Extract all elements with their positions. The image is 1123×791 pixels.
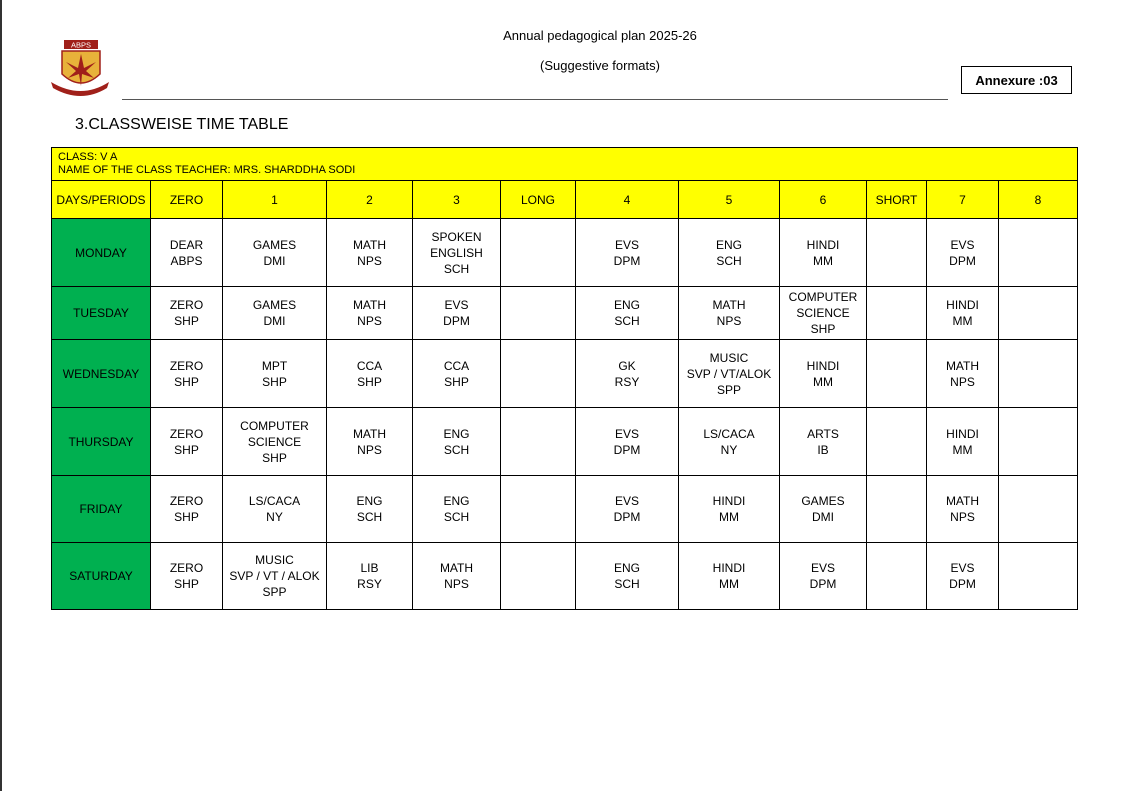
cell-line: ZERO [169, 494, 204, 508]
header-row [52, 181, 1078, 219]
day-cell: FRIDAY [52, 476, 151, 543]
cell-line: LS/CACA [248, 494, 301, 508]
cell-line: SCH [614, 577, 640, 591]
period-cell [576, 408, 679, 476]
period-cell [327, 340, 413, 408]
cell-line: RSY [357, 577, 382, 591]
day-cell: SATURDAY [52, 543, 151, 610]
cell-line: SHP [174, 374, 199, 389]
cell-line: MATH [945, 358, 980, 373]
cell-line: ENG [613, 561, 640, 575]
period-cell [867, 408, 927, 476]
cell-line: EVS [614, 494, 639, 508]
cell-line: MATH [352, 426, 387, 441]
cell-line: SPP [716, 382, 741, 397]
cell-line: SHP [174, 314, 199, 328]
period-cell [679, 476, 780, 543]
cell-line: ENG [715, 237, 742, 252]
cell-line: SHP [174, 442, 199, 457]
period-cell [223, 287, 327, 340]
cell-line: DPM [613, 442, 641, 457]
cell-line: MUSIC [255, 553, 294, 567]
day-cell: MONDAY [52, 219, 151, 287]
logo-text: ABPS [70, 40, 92, 50]
period-cell [999, 219, 1078, 287]
day-cell: WEDNESDAY [52, 340, 151, 408]
cell-line: CCA [356, 358, 383, 373]
period-cell [413, 476, 501, 543]
period-cell [413, 408, 501, 476]
cell-line: EVS [950, 237, 975, 252]
period-cell [327, 476, 413, 543]
class-info [52, 148, 1078, 181]
cell-line: SCH [443, 442, 470, 457]
period-cell [927, 408, 999, 476]
cell-line: MM [952, 442, 973, 457]
period-cell [679, 219, 780, 287]
header-rule [122, 99, 948, 100]
cell-line: SCIENCE [247, 434, 302, 449]
period-cell [867, 287, 927, 340]
cell-line: IB [817, 442, 829, 457]
period-cell [927, 543, 999, 610]
cell-line: ENG [443, 426, 470, 441]
cell-line: ZERO [169, 358, 204, 373]
cell-line: DPM [443, 314, 470, 328]
cell-line: COMPUTER [788, 290, 858, 304]
period-cell [501, 408, 576, 476]
cell-line: MPT [261, 358, 288, 373]
cell-line: MUSIC [709, 350, 749, 365]
cell-line: SVP / VT/ALOK [686, 366, 772, 381]
period-cell [151, 543, 223, 610]
cell-line: MATH [945, 494, 980, 508]
period-cell [927, 340, 999, 408]
period-cell [780, 408, 867, 476]
cell-line: ARTS [807, 426, 839, 441]
period-cell [223, 543, 327, 610]
cell-line: MM [813, 253, 833, 268]
period-cell [576, 476, 679, 543]
cell-line: SPOKEN [431, 229, 482, 244]
cell-line: HINDI [806, 358, 840, 373]
cell-line: RSY [614, 374, 640, 389]
cell-line: SCH [356, 510, 383, 524]
period-cell [501, 476, 576, 543]
table-row [52, 408, 1078, 476]
column-header: 3 [413, 181, 501, 219]
table-row [52, 340, 1078, 408]
period-cell [501, 543, 576, 610]
class-line: CLASS: V A [58, 151, 118, 163]
cell-line: NPS [716, 314, 742, 328]
period-cell [927, 476, 999, 543]
cell-line: NPS [357, 253, 382, 268]
cell-line: NY [720, 442, 738, 457]
cell-line: ZERO [169, 298, 204, 312]
cell-line: SHP [174, 510, 199, 524]
table-row [52, 543, 1078, 610]
period-cell [413, 340, 501, 408]
cell-line: SCH [443, 510, 470, 524]
column-header: 6 [780, 181, 867, 219]
cell-line: NPS [950, 510, 975, 524]
cell-line: SHP [174, 577, 199, 591]
period-cell [151, 476, 223, 543]
cell-line: SCH [614, 314, 640, 328]
period-cell [867, 340, 927, 408]
period-cell [223, 408, 327, 476]
cell-line: HINDI [712, 494, 746, 508]
cell-line: HINDI [946, 426, 979, 441]
cell-line: ZERO [169, 561, 204, 575]
cell-line: MM [952, 314, 973, 328]
period-cell [151, 340, 223, 408]
cell-line: LIB [360, 561, 379, 575]
period-cell [780, 543, 867, 610]
cell-line: EVS [614, 426, 639, 441]
cell-line: DPM [613, 510, 641, 524]
cell-line: SPP [262, 585, 287, 599]
cell-line: SCH [443, 261, 470, 276]
cell-line: ENG [443, 494, 470, 508]
cell-line: SCH [716, 253, 742, 268]
period-cell [413, 287, 501, 340]
cell-line: NY [266, 510, 283, 524]
timetable [51, 147, 1078, 610]
period-cell [223, 219, 327, 287]
cell-line: ZERO [169, 426, 204, 441]
cell-line: ENGLISH [430, 245, 483, 260]
cell-line: EVS [444, 298, 469, 312]
day-cell: THURSDAY [52, 408, 151, 476]
period-cell [867, 476, 927, 543]
period-cell [780, 219, 867, 287]
cell-line: NPS [950, 374, 975, 389]
period-cell [999, 408, 1078, 476]
period-cell [223, 340, 327, 408]
table-row [52, 476, 1078, 543]
cell-line: HINDI [806, 237, 840, 252]
period-cell [327, 543, 413, 610]
cell-line: NPS [357, 442, 382, 457]
cell-line: NPS [444, 577, 469, 591]
column-header: 5 [679, 181, 780, 219]
cell-line: NPS [357, 314, 382, 328]
cell-line: SVP / VT / ALOK [229, 569, 320, 583]
cell-line: MATH [712, 298, 746, 312]
table-row [52, 287, 1078, 340]
column-header: 4 [576, 181, 679, 219]
period-cell [223, 476, 327, 543]
period-cell [927, 219, 999, 287]
cell-line: GAMES [801, 494, 845, 508]
cell-line: EVS [810, 561, 835, 575]
cell-line: DMI [812, 510, 834, 524]
period-cell [927, 287, 999, 340]
column-header: LONG [501, 181, 576, 219]
period-cell [679, 543, 780, 610]
cell-line: ABPS [170, 253, 203, 268]
period-cell [576, 340, 679, 408]
cell-line: MATH [439, 561, 474, 575]
cell-line: GK [618, 358, 636, 373]
cell-line: EVS [950, 561, 975, 575]
section-title: 3.CLASSWEISE TIME TABLE [75, 116, 289, 133]
cell-line: SHP [357, 374, 382, 389]
cell-line: SHP [444, 374, 469, 389]
period-cell [327, 287, 413, 340]
period-cell [151, 287, 223, 340]
period-cell [999, 543, 1078, 610]
cell-line: GAMES [252, 298, 297, 312]
cell-line: SHP [810, 322, 836, 336]
period-cell [780, 340, 867, 408]
cell-line: CCA [443, 358, 470, 373]
period-cell [867, 543, 927, 610]
cell-line: EVS [614, 237, 639, 252]
cell-line: MM [813, 374, 833, 389]
period-cell [576, 287, 679, 340]
period-cell [999, 340, 1078, 408]
cell-line: LS/CACA [703, 426, 755, 441]
cell-line: DPM [809, 577, 837, 591]
period-cell [413, 543, 501, 610]
period-cell [576, 543, 679, 610]
period-cell [576, 219, 679, 287]
cell-line: SCIENCE [796, 306, 850, 320]
column-header: 2 [327, 181, 413, 219]
cell-line: DMI [263, 253, 286, 268]
cell-line: MATH [352, 298, 387, 312]
cell-line: SHP [262, 374, 287, 389]
period-cell [151, 408, 223, 476]
teacher-line: NAME OF THE CLASS TEACHER: MRS. SHARDDHA SODI [58, 164, 356, 176]
document-title: Annual pedagogical plan 2025-26 [503, 28, 697, 43]
cell-line: MATH [352, 237, 387, 252]
day-cell: TUESDAY [52, 287, 151, 340]
period-cell [327, 408, 413, 476]
period-cell [501, 287, 576, 340]
column-header: SHORT [867, 181, 927, 219]
period-cell [780, 476, 867, 543]
column-header: ZERO [151, 181, 223, 219]
cell-line: GAMES [252, 237, 297, 252]
cell-line: DPM [949, 253, 976, 268]
column-header: 7 [927, 181, 999, 219]
page-edge [0, 0, 2, 791]
cell-line: HINDI [946, 298, 979, 312]
period-cell [327, 219, 413, 287]
period-cell [999, 287, 1078, 340]
cell-line: HINDI [712, 561, 746, 575]
column-header: 1 [223, 181, 327, 219]
column-header: 8 [999, 181, 1078, 219]
cell-line: SHP [262, 450, 287, 465]
period-cell [867, 219, 927, 287]
period-cell [780, 287, 867, 340]
cell-line: DPM [949, 577, 976, 591]
cell-line: DMI [263, 314, 286, 328]
cell-line: ENG [613, 298, 640, 312]
cell-line: COMPUTER [240, 418, 309, 433]
cell-line: MM [719, 577, 739, 591]
column-header: DAYS/PERIODS [52, 181, 151, 219]
period-cell [679, 408, 780, 476]
period-cell [679, 287, 780, 340]
cell-line: DPM [613, 253, 641, 268]
cell-line: DEAR [169, 237, 204, 252]
period-cell [679, 340, 780, 408]
cell-line: ENG [356, 494, 383, 508]
period-cell [413, 219, 501, 287]
period-cell [999, 476, 1078, 543]
annexure-box: Annexure :03 [961, 66, 1072, 94]
cell-line: MM [719, 510, 739, 524]
period-cell [501, 219, 576, 287]
document-subtitle: (Suggestive formats) [540, 58, 660, 73]
table-row [52, 219, 1078, 287]
period-cell [151, 219, 223, 287]
period-cell [501, 340, 576, 408]
